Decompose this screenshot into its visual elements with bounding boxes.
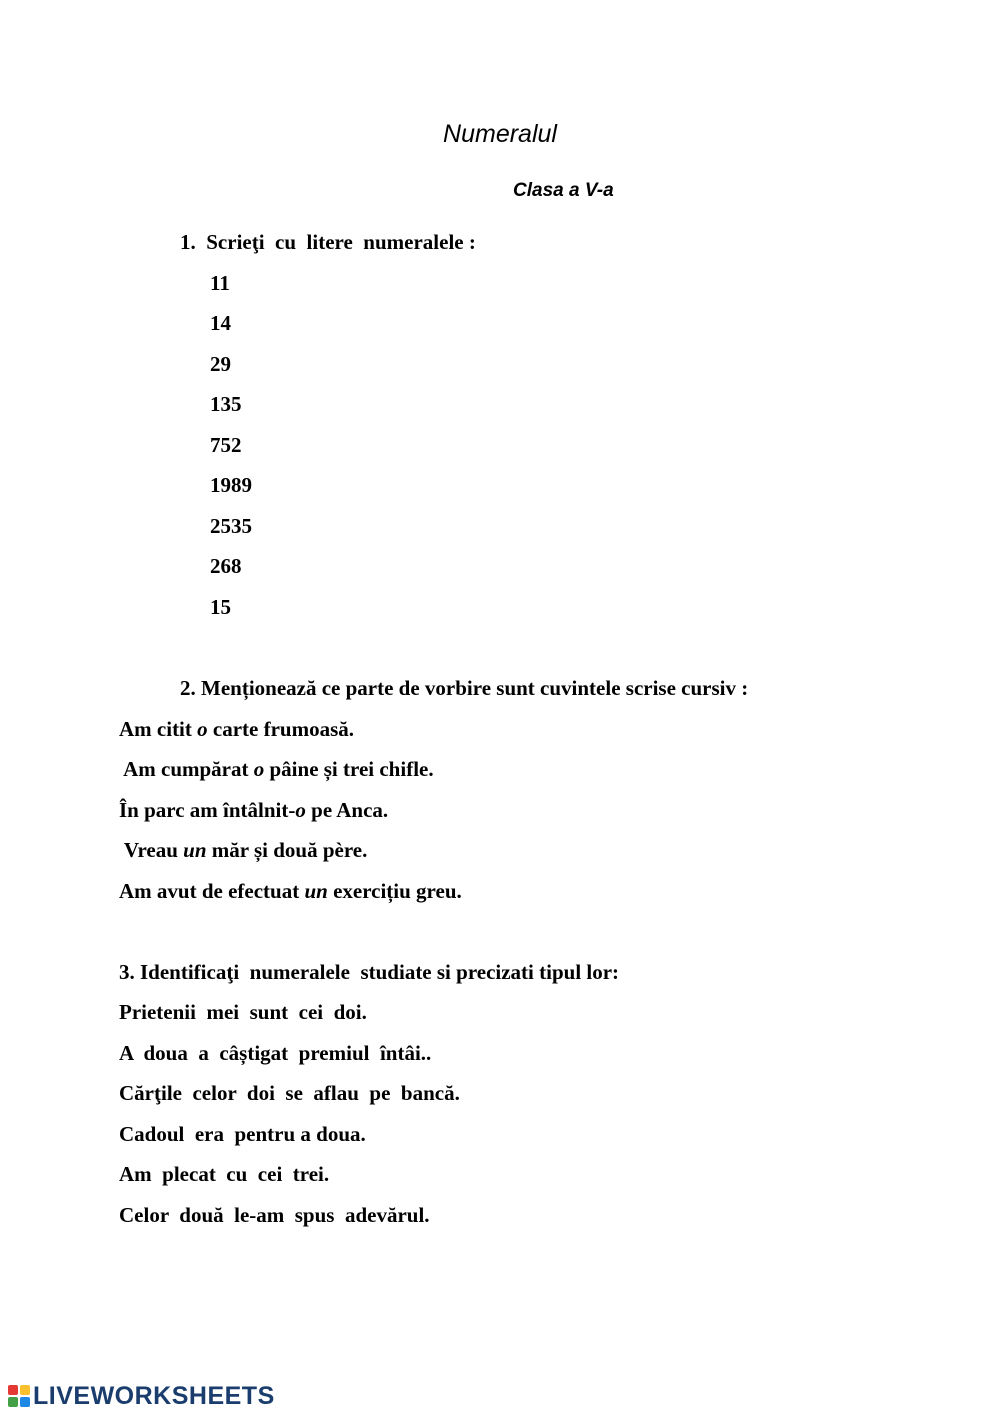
sentence-item: Am plecat cu cei trei. bbox=[119, 1162, 330, 1186]
italic-word: o bbox=[253, 757, 265, 781]
sentence-text: Am cumpărat bbox=[119, 757, 254, 781]
italic-word: o bbox=[197, 717, 208, 741]
sentence-item bbox=[119, 837, 367, 863]
sentence-item: Cărţile celor doi se aflau pe bancă. bbox=[119, 1081, 460, 1105]
sentence-text: carte frumoasă. bbox=[207, 717, 355, 741]
sentence-item bbox=[119, 716, 354, 742]
sentence-text: Am avut de efectuat bbox=[119, 879, 305, 903]
number-item: 1989 bbox=[210, 473, 252, 497]
sentence-text: măr și două père. bbox=[206, 838, 368, 862]
number-item: 15 bbox=[210, 595, 231, 619]
sentence-item bbox=[119, 797, 388, 823]
sentence-text: pâine și trei chifle. bbox=[264, 757, 434, 781]
italic-word: o bbox=[295, 798, 306, 822]
page-title: Numeralul bbox=[443, 120, 557, 148]
number-item: 268 bbox=[210, 554, 242, 578]
sentence-item bbox=[119, 756, 434, 782]
sentence-text: pe Anca. bbox=[305, 798, 389, 822]
sentence-item: A doua a câștigat premiul întâi.. bbox=[119, 1041, 432, 1065]
liveworksheets-logo-text: LIVEWORKSHEETS bbox=[33, 1381, 275, 1410]
exercise-2-heading: 2. Menționează ce parte de vorbire sunt cuvintele scrise cursiv : bbox=[180, 676, 749, 700]
number-item: 752 bbox=[210, 433, 242, 457]
liveworksheets-logo-icon bbox=[8, 1385, 30, 1407]
sentence-item: Prietenii mei sunt cei doi. bbox=[119, 1000, 367, 1024]
liveworksheets-logo bbox=[8, 1381, 275, 1411]
sentence-item bbox=[119, 878, 462, 904]
number-item: 2535 bbox=[210, 514, 252, 538]
sentence-text: exercițiu greu. bbox=[327, 879, 462, 903]
number-item: 14 bbox=[210, 311, 231, 335]
page-subtitle: Clasa a V-a bbox=[513, 180, 614, 201]
number-item: 29 bbox=[210, 352, 231, 376]
sentence-text: Vreau bbox=[119, 838, 184, 862]
sentence-item: Cadoul era pentru a doua. bbox=[119, 1122, 366, 1146]
sentence-text: În parc am întâlnit- bbox=[119, 798, 296, 822]
number-item: 135 bbox=[210, 392, 242, 416]
sentence-text: Am citit bbox=[119, 717, 198, 741]
exercise-3-heading: 3. Identificaţi numeralele studiate si precizati tipul lor: bbox=[119, 960, 620, 984]
number-item: 11 bbox=[210, 271, 230, 295]
italic-word: un bbox=[183, 838, 207, 862]
italic-word: un bbox=[304, 879, 328, 903]
exercise-1-heading: 1. Scrieţi cu litere numeralele : bbox=[180, 230, 476, 254]
sentence-item: Celor două le-am spus adevărul. bbox=[119, 1203, 430, 1227]
